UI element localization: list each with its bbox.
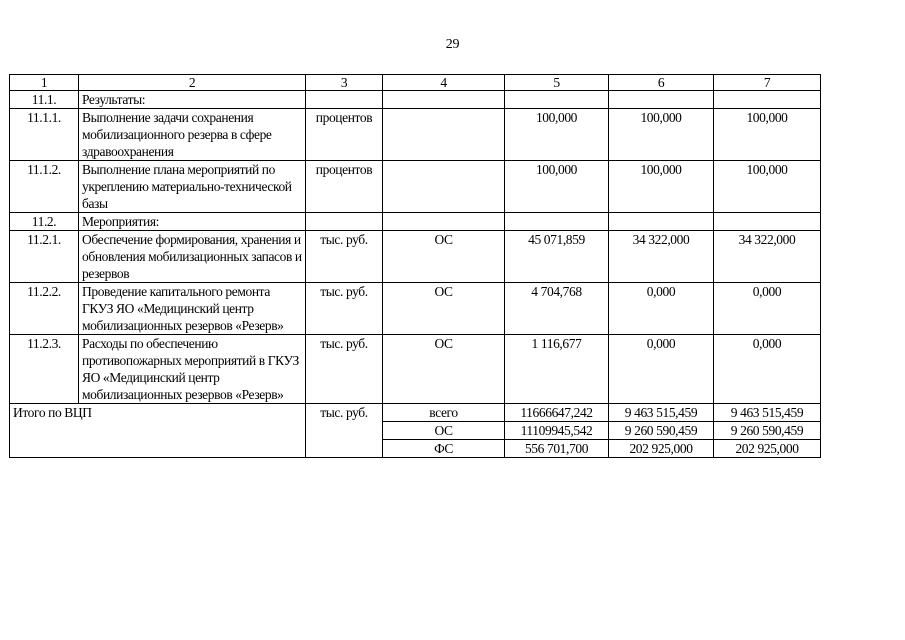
row-name: Выполнение задачи сохранения мобилизационного резерва в сфере здравоохранения: [79, 109, 306, 161]
table-row: [10, 335, 821, 404]
row-value-6: 100,000: [609, 161, 714, 213]
row-value-6: 34 322,000: [609, 231, 714, 283]
row-value-7: 34 322,000: [714, 231, 821, 283]
header-cell: 5: [505, 75, 609, 91]
total-source: всего: [383, 404, 505, 422]
table-row: [10, 213, 821, 231]
table-row: [10, 161, 821, 213]
header-cell: 6: [609, 75, 714, 91]
row-name: Результаты:: [79, 91, 306, 109]
row-source: [383, 213, 505, 231]
row-value-5: 4 704,768: [505, 283, 609, 335]
row-name: Обеспечение формирования, хранения и обновления мобилизационных запасов и резервов: [79, 231, 306, 283]
total-value-5: 11666647,242: [505, 404, 609, 422]
total-source: ФС: [383, 440, 505, 458]
header-cell: 2: [79, 75, 306, 91]
row-value-7: 100,000: [714, 161, 821, 213]
row-value-7: 0,000: [714, 283, 821, 335]
header-cell: 1: [10, 75, 79, 91]
page-number: 29: [445, 37, 460, 52]
total-value-7: 9 260 590,459: [714, 422, 821, 440]
total-row: [10, 404, 821, 422]
row-value-6: 0,000: [609, 283, 714, 335]
row-source: ОС: [383, 231, 505, 283]
row-value-6: [609, 213, 714, 231]
table-row: [10, 91, 821, 109]
row-value-5: 45 071,859: [505, 231, 609, 283]
row-value-7: [714, 91, 821, 109]
row-value-7: [714, 213, 821, 231]
row-code: 11.2.2.: [10, 283, 79, 335]
row-unit: тыс. руб.: [306, 231, 383, 283]
header-cell: 4: [383, 75, 505, 91]
row-name: Мероприятия:: [79, 213, 306, 231]
row-value-5: 100,000: [505, 161, 609, 213]
row-code: 11.1.1.: [10, 109, 79, 161]
row-code: 11.2.1.: [10, 231, 79, 283]
row-unit: [306, 213, 383, 231]
table-row: [10, 283, 821, 335]
row-value-6: 0,000: [609, 335, 714, 404]
row-value-6: [609, 91, 714, 109]
row-unit: процентов: [306, 109, 383, 161]
row-source: [383, 109, 505, 161]
row-value-5: [505, 213, 609, 231]
row-name: Расходы по обеспечению противопожарных мероприятий в ГКУЗ ЯО «Медицинский центр мобилизационных резервов «Резерв»: [79, 335, 306, 404]
row-value-5: [505, 91, 609, 109]
row-code: 11.2.3.: [10, 335, 79, 404]
row-value-5: 1 116,677: [505, 335, 609, 404]
total-value-5: 556 701,700: [505, 440, 609, 458]
row-value-6: 100,000: [609, 109, 714, 161]
row-source: [383, 161, 505, 213]
total-value-6: 202 925,000: [609, 440, 714, 458]
total-value-5: 11109945,542: [505, 422, 609, 440]
row-unit: тыс. руб.: [306, 335, 383, 404]
row-source: ОС: [383, 335, 505, 404]
header-cell: 3: [306, 75, 383, 91]
program-table: [9, 74, 821, 458]
row-name: Выполнение плана мероприятий по укреплению материально-технической базы: [79, 161, 306, 213]
header-row: [10, 75, 821, 91]
header-cell: 7: [714, 75, 821, 91]
row-source: [383, 91, 505, 109]
row-code: 11.1.2.: [10, 161, 79, 213]
total-source: ОС: [383, 422, 505, 440]
row-value-7: 100,000: [714, 109, 821, 161]
total-label: Итого по ВЦП: [10, 404, 306, 458]
row-unit: тыс. руб.: [306, 283, 383, 335]
row-code: 11.2.: [10, 213, 79, 231]
total-value-7: 202 925,000: [714, 440, 821, 458]
row-value-7: 0,000: [714, 335, 821, 404]
total-value-7: 9 463 515,459: [714, 404, 821, 422]
total-value-6: 9 260 590,459: [609, 422, 714, 440]
row-unit: [306, 91, 383, 109]
total-unit: тыс. руб.: [306, 404, 383, 458]
row-source: ОС: [383, 283, 505, 335]
row-unit: процентов: [306, 161, 383, 213]
row-name: Проведение капитального ремонта ГКУЗ ЯО «Медицинский центр мобилизационных резервов «Резерв»: [79, 283, 306, 335]
row-code: 11.1.: [10, 91, 79, 109]
total-value-6: 9 463 515,459: [609, 404, 714, 422]
table-row: [10, 231, 821, 283]
row-value-5: 100,000: [505, 109, 609, 161]
table-row: [10, 109, 821, 161]
